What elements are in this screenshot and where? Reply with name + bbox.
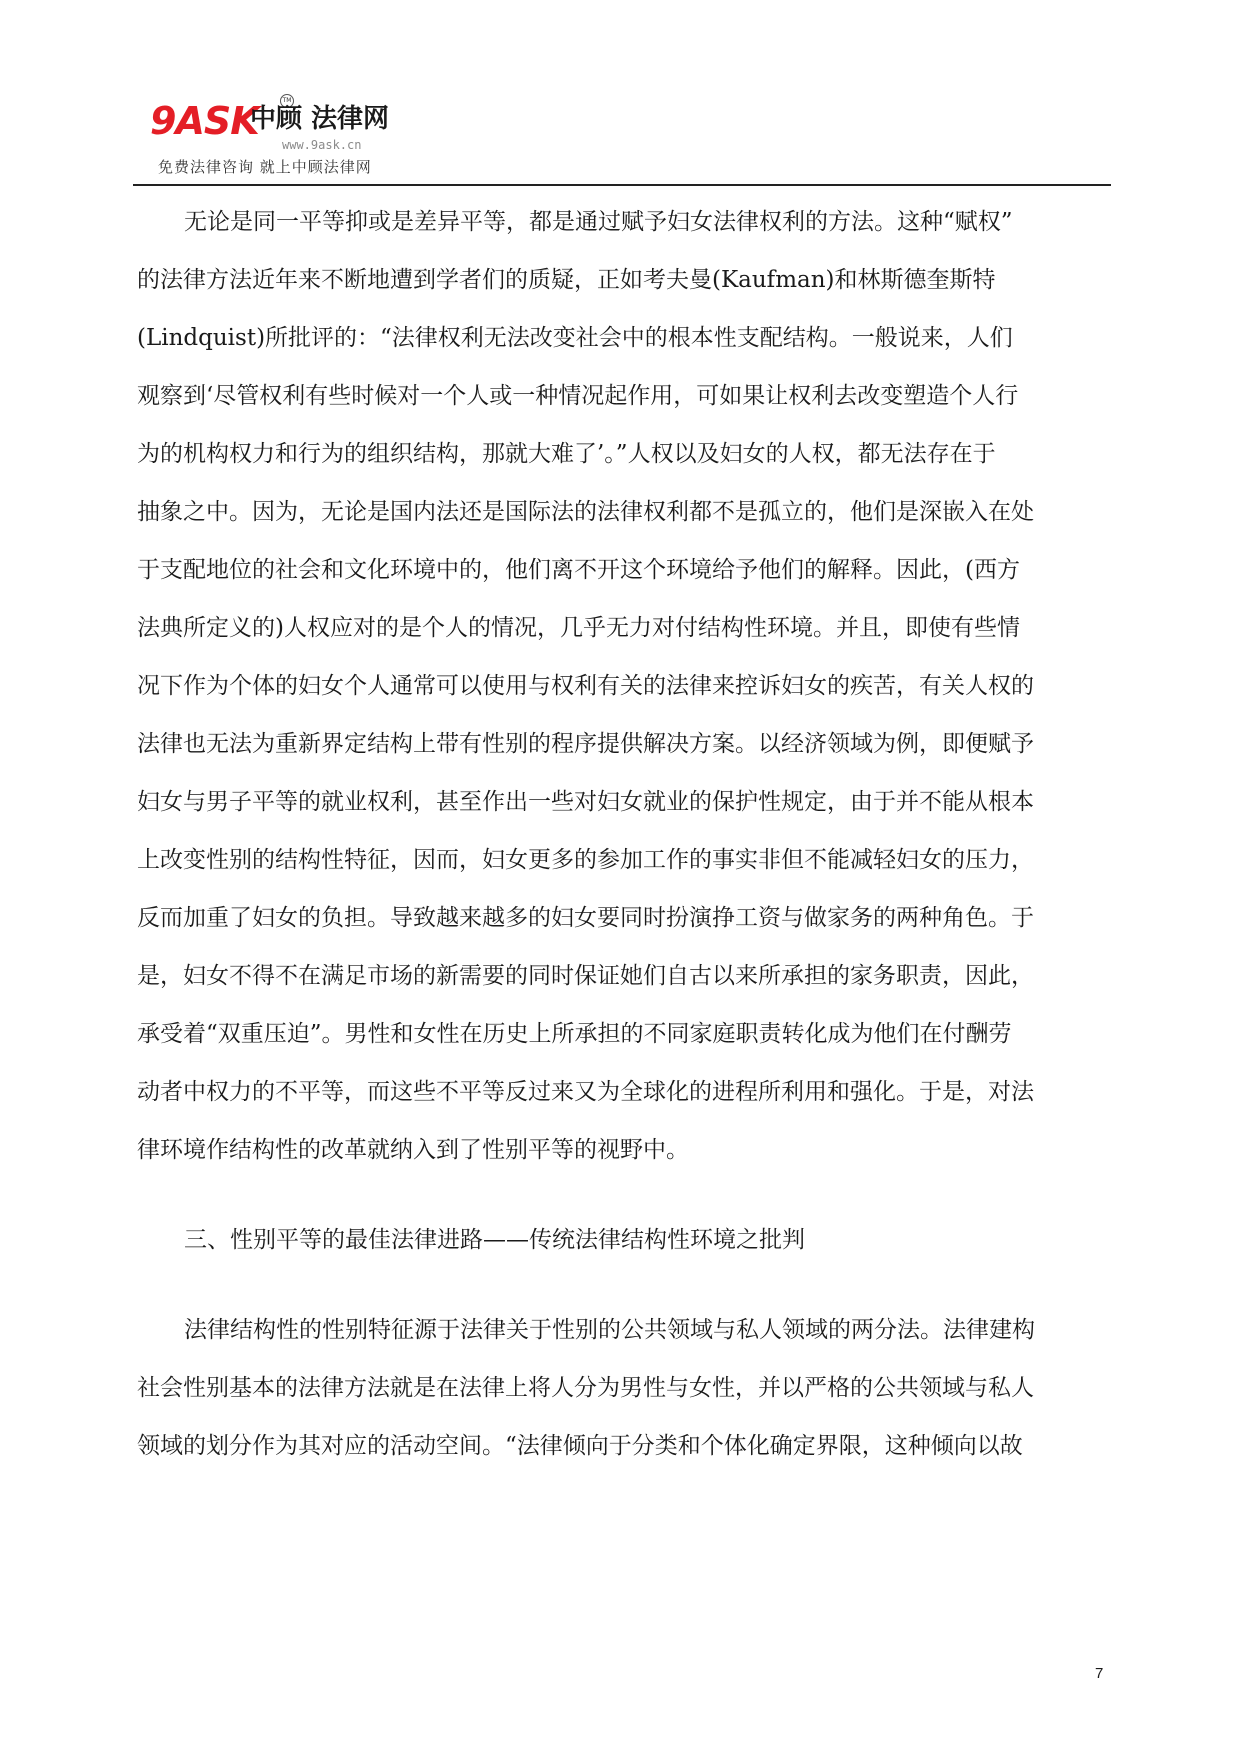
section-heading: 三、性别平等的最佳法律进路——传统法律结构性环境之批判 — [184, 1227, 805, 1253]
paragraph-line: 领域的划分作为其对应的活动空间。“法律倾向于分类和个体化确定界限，这种倾向以故 — [137, 1433, 1023, 1459]
paragraph-line: 法典所定义的)人权应对的是个人的情况，几乎无力对付结构性环境。并且，即使有些情 — [137, 615, 1020, 641]
logo-slogan: 免费法律咨询 就上中顾法律网 — [158, 158, 372, 176]
paragraph-line: 社会性别基本的法律方法就是在法律上将人分为男性与女性，并以严格的公共领域与私人 — [137, 1375, 1034, 1401]
site-logo[interactable] — [150, 92, 410, 182]
paragraph-line: 上改变性别的结构性特征，因而，妇女更多的参加工作的事实非但不能减轻妇女的压力， — [137, 847, 1034, 873]
header-divider — [133, 184, 1111, 186]
paragraph-line: 法律结构性的性别特征源于法律关于性别的公共领域与私人领域的两分法。法律建构 — [184, 1317, 1035, 1343]
paragraph-line: 的法律方法近年来不断地遭到学者们的质疑，正如考夫曼(Kaufman)和林斯德奎斯特 — [137, 267, 996, 293]
page-number: 7 — [1095, 1665, 1104, 1682]
trademark-icon: TM — [280, 94, 294, 108]
logo-name: 中顾 法律网 — [250, 104, 390, 134]
paragraph-line: 是，妇女不得不在满足市场的新需要的同时保证她们自古以来所承担的家务职责，因此， — [137, 963, 1034, 989]
paragraph-line: 抽象之中。因为，无论是国内法还是国际法的法律权利都不是孤立的，他们是深嵌入在处 — [137, 499, 1034, 525]
paragraph-line: 反而加重了妇女的负担。导致越来越多的妇女要同时扮演挣工资与做家务的两种角色。于 — [137, 905, 1034, 931]
logo-mark: 9ASK — [150, 99, 259, 143]
paragraph-line: 为的机构权力和行为的组织结构，那就大难了’。”人权以及妇女的人权，都无法存在于 — [137, 441, 996, 467]
paragraph-line: 于支配地位的社会和文化环境中的，他们离不开这个环境给予他们的解释。因此，(西方 — [137, 557, 1020, 583]
paragraph-line: 动者中权力的不平等，而这些不平等反过来又为全球化的进程所利用和强化。于是，对法 — [137, 1079, 1034, 1105]
paragraph-line: 承受着“双重压迫”。男性和女性在历史上所承担的不同家庭职责转化成为他们在付酬劳 — [137, 1021, 1012, 1047]
paragraph-line: 观察到‘尽管权利有些时候对一个人或一种情况起作用，可如果让权利去改变塑造个人行 — [137, 383, 1019, 409]
paragraph-line: 妇女与男子平等的就业权利，甚至作出一些对妇女就业的保护性规定，由于并不能从根本 — [137, 789, 1034, 815]
paragraph-line: 法律也无法为重新界定结构上带有性别的程序提供解决方案。以经济领域为例，即便赋予 — [137, 731, 1034, 757]
paragraph-line: 无论是同一平等抑或是差异平等，都是通过赋予妇女法律权利的方法。这种“赋权” — [184, 209, 1013, 235]
logo-url: www.9ask.cn — [282, 138, 362, 152]
paragraph-line: 况下作为个体的妇女个人通常可以使用与权利有关的法律来控诉妇女的疾苦，有关人权的 — [137, 673, 1034, 699]
paragraph-line: 律环境作结构性的改革就纳入到了性别平等的视野中。 — [137, 1137, 689, 1163]
paragraph-line: (Lindquist)所批评的：“法律权利无法改变社会中的根本性支配结构。一般说来，人们 — [137, 325, 1013, 351]
